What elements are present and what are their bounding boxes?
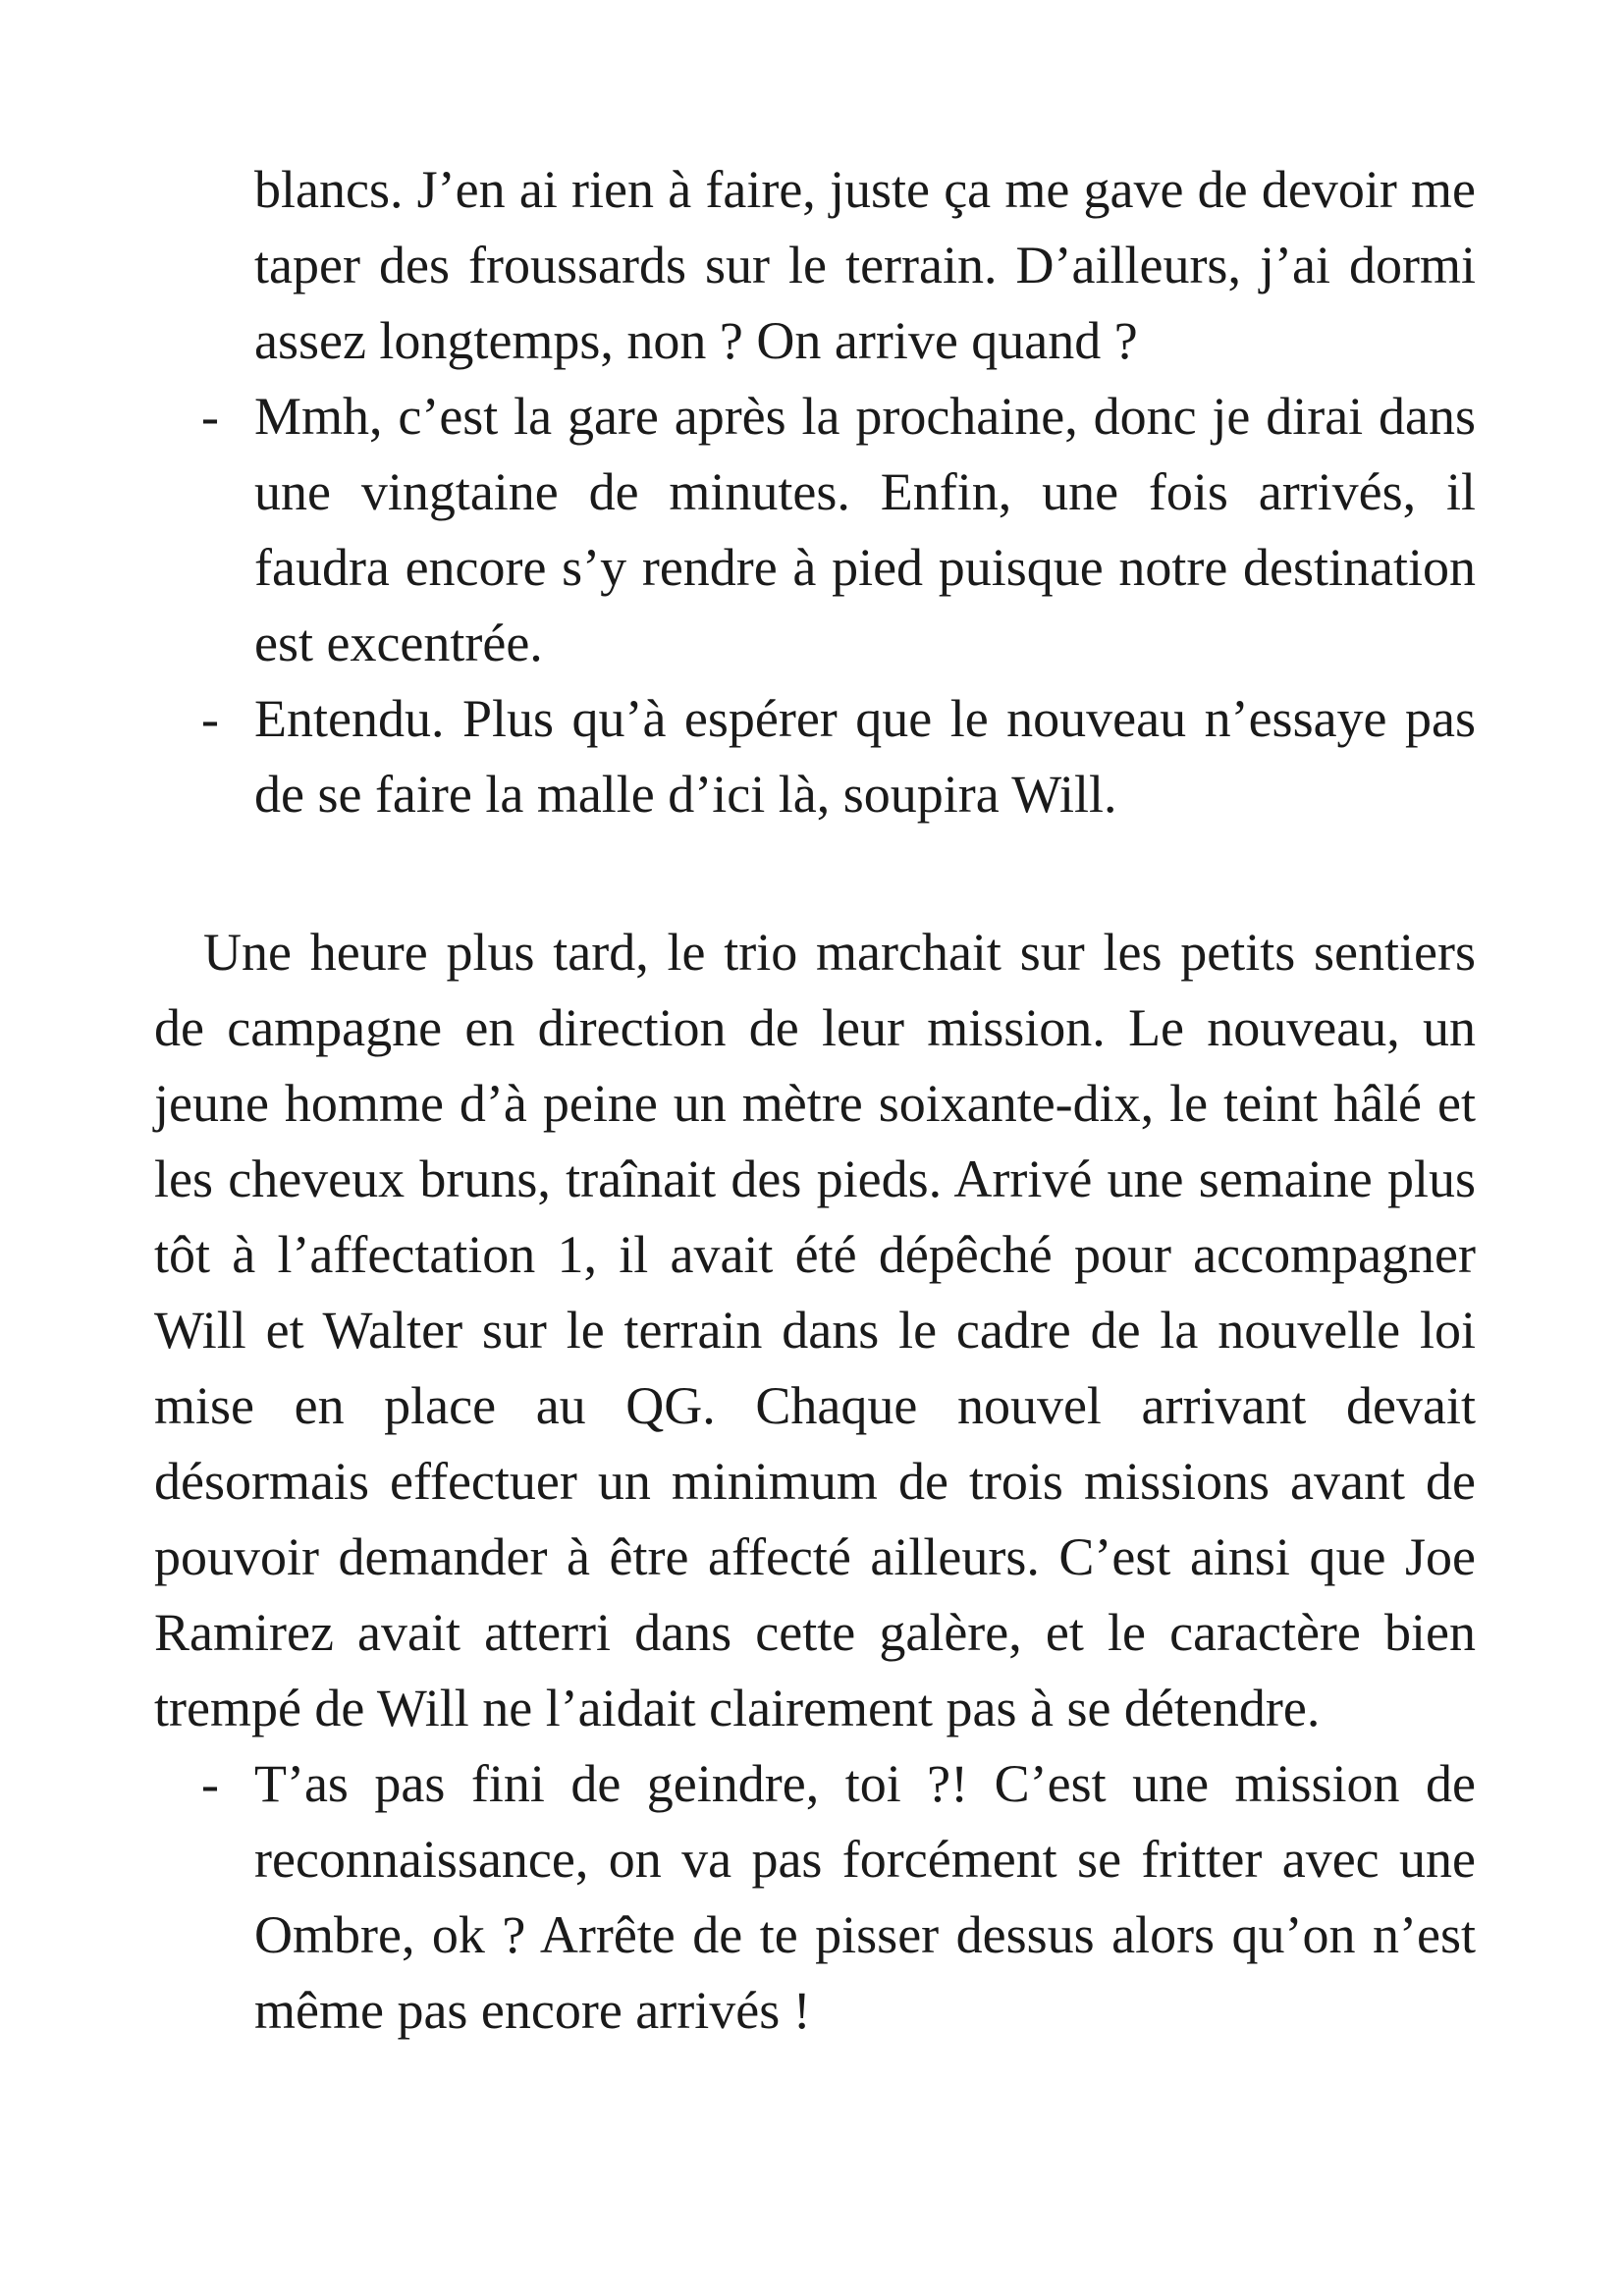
dialogue-dash: - [201,387,219,446]
dialogue-line-3 [154,1746,1476,2049]
narration-paragraph: Une heure plus tard, le trio marchait sur les petits sentiers de campagne en direction de leur mission. Le nouveau, un jeune homme d’à peine un mètre soixante-dix, le teint hâlé et les cheveux bruns, traînait des pieds. Arrivé une semaine plus tôt à l’affectation 1, il avait été dépêché pour accompagner Will et Walter sur le terrain dans le cadre de la nouvelle loi mise en place au QG. Chaque nouvel arrivant devait désormais effectuer un minimum de trois missions avant de pouvoir demander à être affecté ailleurs. C’est ainsi que Joe Ramirez avait atterri dans cette galère, et le caractère bien trempé de Will ne l’aidait clairement pas à se détendre. [154,923,1476,1737]
dialogue-text: Entendu. Plus qu’à espérer que le nouveau n’essaye pas de se faire la malle d’ici là, soupira Will. [254,689,1476,824]
top-text-block [154,152,1476,832]
dialogue-text: Mmh, c’est la gare après la prochaine, donc je dirai dans une vingtaine de minutes. Enfin, une fois arrivés, il faudra encore s’y rendre à pied puisque notre destination est excentrée. [254,387,1476,672]
dialogue-text: T’as pas fini de geindre, toi ?! C’est une mission de reconnaissance, on va pas forcément se fritter avec une Ombre, ok ? Arrête de te pisser dessus alors qu’on n’est même pas encore arrivés ! [254,1754,1476,2040]
dialogue-continuation: blancs. J’en ai rien à faire, juste ça me gave de devoir me taper des froussards sur le terrain. D’ailleurs, j’ai dormi assez longtemps, non ? On arrive quand ? [254,160,1476,370]
dialogue-line-2 [154,681,1476,832]
narration-text-block [154,915,1476,2049]
dialogue-dash: - [201,689,219,748]
dialogue-line-1 [154,379,1476,681]
dialogue-dash: - [201,1754,219,1813]
